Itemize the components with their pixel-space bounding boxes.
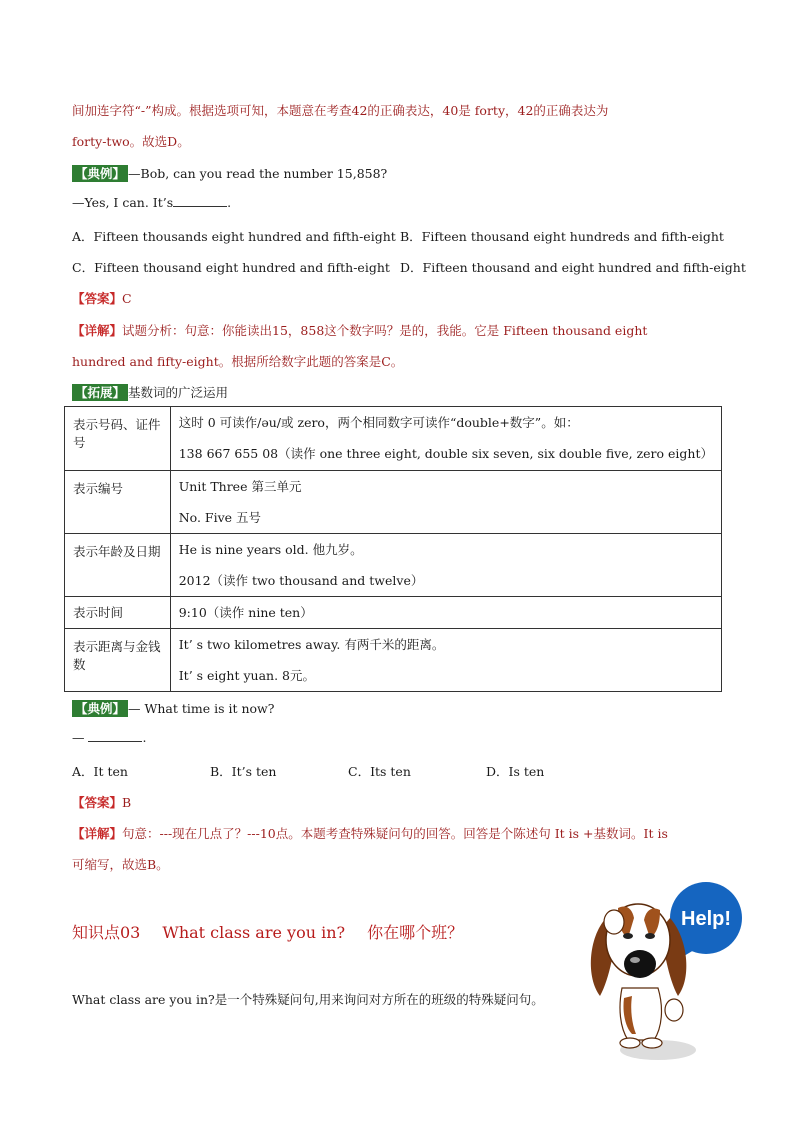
- option-c: C．Fifteen thousand eight hundred and fifth-eight: [72, 260, 390, 275]
- example-2-detail-line-2: 可缩写，故选B。: [72, 857, 169, 872]
- option-a: A．Fifteen thousands eight hundred and fifth-eight: [72, 229, 396, 244]
- knowledge-chinese: 你在哪个班？: [367, 923, 464, 942]
- example-2-reply: [72, 730, 146, 745]
- answer-value: C: [122, 291, 132, 306]
- table-key: 表示年龄及日期: [65, 534, 171, 597]
- knowledge-point-heading: [72, 920, 485, 943]
- intro-line-2: forty-two。故选D。: [72, 134, 190, 149]
- table-row: [65, 534, 722, 597]
- table-row: [65, 597, 722, 629]
- example-2-question-line: [72, 699, 274, 717]
- table-key: 表示时间: [65, 597, 171, 629]
- option-d: D．Is ten: [486, 764, 545, 779]
- detail-tag: 【详解】: [72, 826, 123, 841]
- table-key: 表示号码、证件号: [65, 407, 171, 471]
- svg-text:Help!: Help!: [681, 908, 731, 930]
- table-row: [65, 629, 722, 692]
- option-b: B．It’s ten: [210, 764, 277, 779]
- table-value: It’ s two kilometres away. 有两千米的距离。 It’ s eight yuan. 8元。: [170, 629, 721, 692]
- knowledge-number: 知识点03: [72, 923, 141, 942]
- answer-tag: 【答案】: [72, 795, 123, 810]
- table-row: [65, 407, 722, 471]
- answer-tag: 【答案】: [72, 291, 123, 306]
- example-tag: 【典例】: [72, 165, 128, 182]
- example-1-question: —Bob, can you read the number 15,858?: [128, 166, 388, 181]
- dog-mascot-icon: [578, 878, 748, 1068]
- example-2-question: — What time is it now?: [128, 701, 275, 716]
- option-d: D．Fifteen thousand and eight hundred and fifth-eight: [400, 260, 746, 275]
- answer-blank: [88, 731, 142, 742]
- detail-text: 句意：---现在几点了？---10点。本题考查特殊疑问句的回答。回答是个陈述句 It is +基数词。It is: [122, 826, 668, 841]
- extension-heading: [72, 383, 228, 401]
- example-tag: 【典例】: [72, 700, 128, 717]
- table-row: [65, 471, 722, 534]
- reply-suffix: .: [227, 195, 232, 210]
- example-1-reply: [72, 195, 231, 210]
- answer-value: B: [122, 795, 132, 810]
- cardinal-usage-table: [64, 406, 722, 692]
- reply-prefix: —: [72, 730, 85, 745]
- example-1-detail-line-2: hundred and fifty-eight。根据所给数字此题的答案是C。: [72, 354, 404, 369]
- extension-title: 基数词的广泛运用: [128, 385, 229, 400]
- option-a: A．It ten: [72, 764, 128, 779]
- table-key: 表示编号: [65, 471, 171, 534]
- table-value: He is nine years old. 他九岁。 2012（读作 two thousand and twelve）: [170, 534, 721, 597]
- table-value: 9:10（读作 nine ten）: [170, 597, 721, 629]
- table-value: Unit Three 第三单元 No. Five 五号: [170, 471, 721, 534]
- knowledge-english: What class are you in?: [162, 923, 346, 942]
- option-c: C．Its ten: [348, 764, 411, 779]
- intro-line-1: 间加连字符“-”构成。根据选项可知，本题意在考查42的正确表达，40是 forty，42的正确表达为: [72, 103, 609, 118]
- example-1-detail-line-1: [72, 321, 647, 339]
- option-b: B．Fifteen thousand eight hundreds and fifth-eight: [400, 229, 724, 244]
- table-value: 这时 0 可读作/əu/或 zero，两个相同数字可读作“double+数字”。如： 138 667 655 08（读作 one three eight, double six seven, six double five, zero eight）: [170, 407, 721, 471]
- detail-tag: 【详解】: [72, 323, 123, 338]
- reply-suffix: .: [142, 730, 147, 745]
- table-key: 表示距离与金钱数: [65, 629, 171, 692]
- example-1-question-line: [72, 164, 387, 182]
- detail-text: 试题分析：句意：你能读出15，858这个数字吗？是的，我能。它是 Fifteen thousand eight: [122, 323, 648, 338]
- knowledge-description: What class are you in?是一个特殊疑问句,用来询问对方所在的班级的特殊疑问句。: [72, 992, 544, 1007]
- reply-prefix: —Yes, I can. It’s: [72, 195, 174, 210]
- example-2-answer: [72, 793, 131, 811]
- example-1-answer: [72, 289, 132, 307]
- answer-blank: [173, 196, 227, 207]
- example-2-detail-line-1: [72, 824, 668, 842]
- extension-tag: 【拓展】: [72, 384, 128, 401]
